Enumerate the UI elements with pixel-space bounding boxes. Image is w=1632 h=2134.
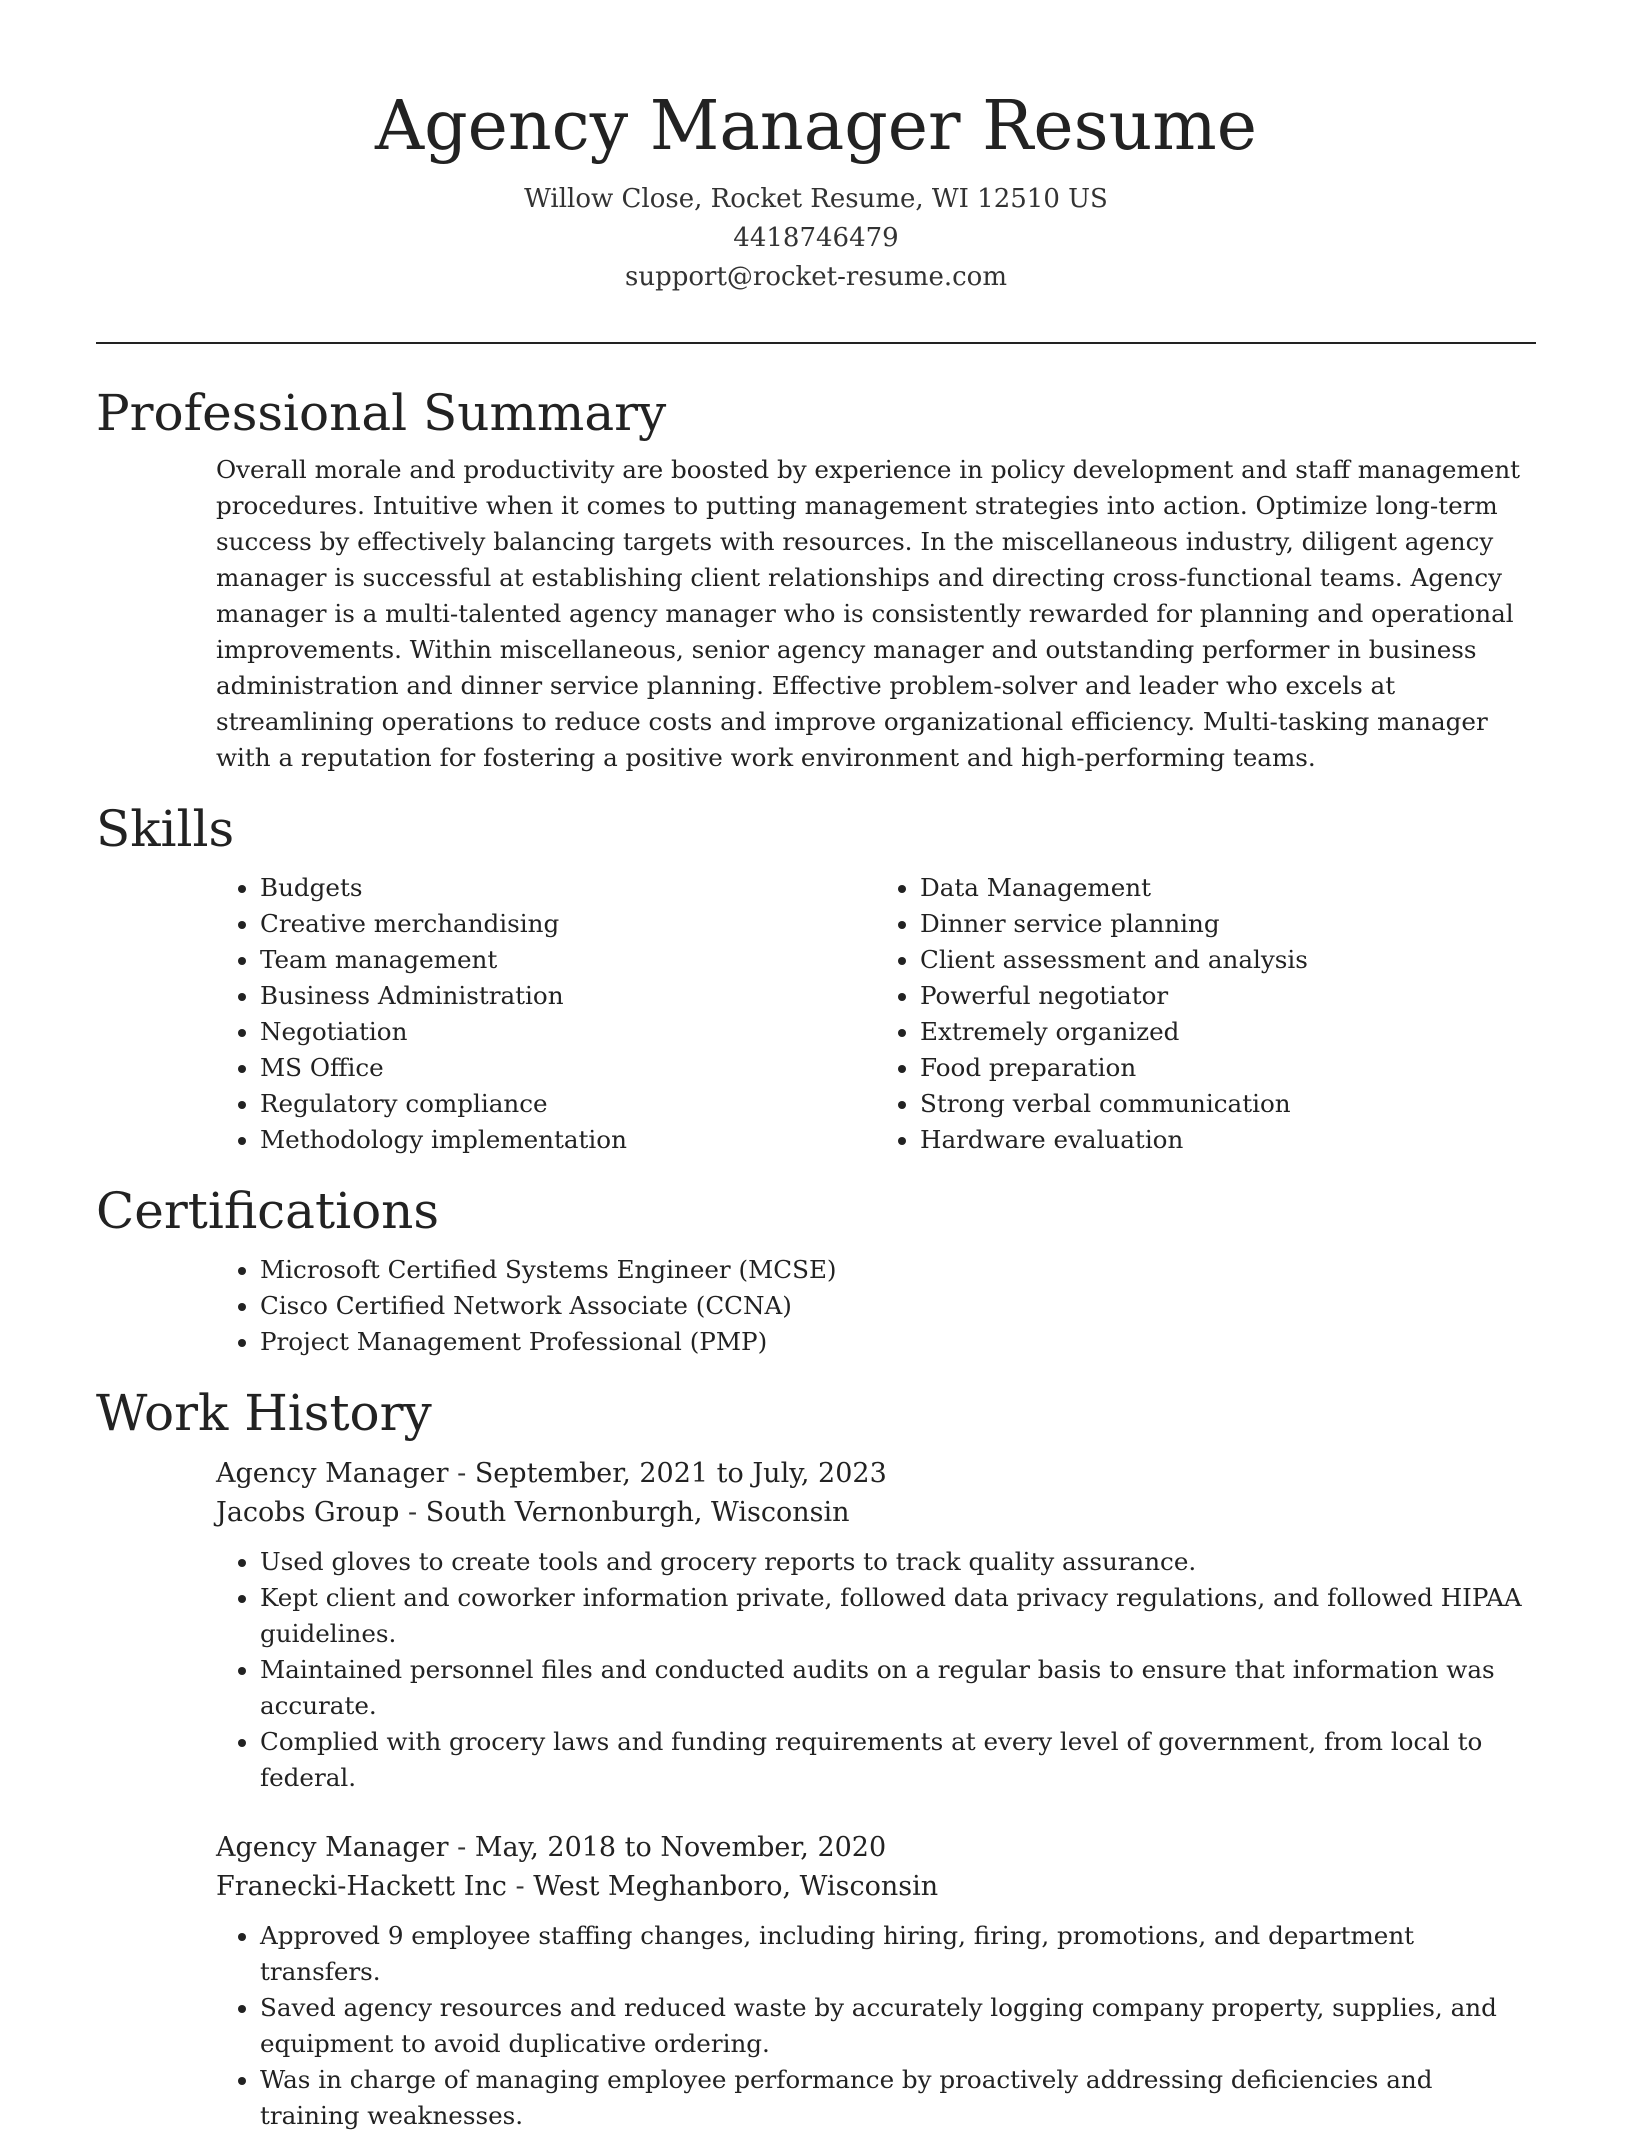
contact-phone: 4418746479 bbox=[733, 223, 899, 253]
resume-header bbox=[0, 0, 1632, 297]
job-separator: - bbox=[506, 1871, 534, 1902]
contact-address: Willow Close, Rocket Resume, WI 12510 US bbox=[524, 184, 1108, 214]
job-company: Jacobs Group bbox=[216, 1497, 400, 1528]
skill-item: • Powerful negotiator bbox=[920, 978, 1536, 1014]
job-separator: - bbox=[448, 1458, 475, 1489]
job-location: West Meghanboro, Wisconsin bbox=[533, 1871, 939, 1902]
resume-content bbox=[96, 380, 1536, 2134]
header-divider bbox=[96, 342, 1536, 344]
skill-item: • Team management bbox=[260, 942, 876, 978]
job-bullet: • Used gloves to create tools and grocery reports to track quality assurance. bbox=[260, 1544, 1536, 1580]
resume-title: Agency Manager Resume bbox=[374, 87, 1258, 166]
skill-item: • Data Management bbox=[920, 870, 1536, 906]
summary-heading: Professional Summary bbox=[96, 384, 667, 442]
job-separator: - bbox=[448, 1832, 475, 1863]
job-bullets bbox=[216, 1918, 1536, 2134]
certifications-heading: Certifications bbox=[96, 1182, 440, 1240]
skill-item: • Hardware evaluation bbox=[920, 1122, 1536, 1158]
job-bullet: • Maintained personnel files and conducted audits on a regular basis to ensure that information was accurate. bbox=[260, 1652, 1536, 1724]
job-title-line bbox=[216, 1454, 1536, 1493]
job-title: Agency Manager bbox=[216, 1832, 449, 1863]
skill-item: • Methodology implementation bbox=[260, 1122, 876, 1158]
skill-item: • Business Administration bbox=[260, 978, 876, 1014]
skill-item: • Extremely organized bbox=[920, 1014, 1536, 1050]
skill-item: • Strong verbal communication bbox=[920, 1086, 1536, 1122]
summary-text: Overall morale and productivity are boosted by experience in policy development and staff management procedures. Intuitive when it comes to putting management strategies into action. Optimize long-term success by effectively balancing targets with resources. In the miscellaneous industry, diligent agency manager is successful at establishing client relationships and directing cross-functional teams. Agency manager is a multi-talented agency manager who is consistently rewarded for planning and operational improvements. Within miscellaneous, senior agency manager and outstanding performer in business administration and dinner service planning. Effective problem-solver and leader who excels at streamlining operations to reduce costs and improve organizational efficiency. Multi-tasking manager with a reputation for fostering a positive work environment and high-performing teams. bbox=[216, 455, 1521, 772]
skill-item: • Food preparation bbox=[920, 1050, 1536, 1086]
skills-right-column bbox=[876, 870, 1536, 1158]
job-company: Franecki-Hackett Inc bbox=[216, 1871, 507, 1902]
job-bullet: • Saved agency resources and reduced waste by accurately logging company property, supplies, and equipment to avoid duplicative ordering. bbox=[260, 1990, 1536, 2062]
work-history-heading: Work History bbox=[96, 1384, 432, 1442]
job-company-line bbox=[216, 1493, 1536, 1532]
job-title: Agency Manager bbox=[216, 1458, 449, 1489]
skill-item: • Client assessment and analysis bbox=[920, 942, 1536, 978]
job-location: South Vernonburgh, Wisconsin bbox=[425, 1497, 850, 1528]
job-dates: September, 2021 to July, 2023 bbox=[474, 1458, 887, 1489]
skill-item: • Budgets bbox=[260, 870, 876, 906]
job-bullets bbox=[216, 1544, 1536, 1796]
job-title-line bbox=[216, 1828, 1536, 1867]
skills-list bbox=[216, 870, 1536, 1158]
job-bullet: • Approved 9 employee staffing changes, including hiring, firing, promotions, and department transfers. bbox=[260, 1918, 1536, 1990]
skill-item: • Negotiation bbox=[260, 1014, 876, 1050]
certification-item: • Cisco Certified Network Associate (CCNA) bbox=[260, 1288, 1536, 1324]
certifications-bullets bbox=[216, 1252, 1536, 1360]
job-bullet: • Complied with grocery laws and funding requirements at every level of government, from local to federal. bbox=[260, 1724, 1536, 1796]
contact-email: support@rocket-resume.com bbox=[624, 262, 1007, 292]
certifications-list bbox=[216, 1252, 1536, 1360]
skill-item: • Dinner service planning bbox=[920, 906, 1536, 942]
skill-item: • Creative merchandising bbox=[260, 906, 876, 942]
job-entry bbox=[216, 1454, 1536, 1796]
certification-item: • Project Management Professional (PMP) bbox=[260, 1324, 1536, 1360]
job-dates: May, 2018 to November, 2020 bbox=[474, 1832, 887, 1863]
certification-item: • Microsoft Certified Systems Engineer (MCSE) bbox=[260, 1252, 1536, 1288]
job-bullet: • Kept client and coworker information private, followed data privacy regulations, and followed HIPAA guidelines. bbox=[260, 1580, 1536, 1652]
job-company-line bbox=[216, 1867, 1536, 1906]
contact-info bbox=[0, 180, 1632, 297]
skills-heading: Skills bbox=[96, 800, 235, 858]
skill-item: • Regulatory compliance bbox=[260, 1086, 876, 1122]
job-bullet: • Was in charge of managing employee performance by proactively addressing deficiencies and training weaknesses. bbox=[260, 2062, 1536, 2134]
skill-item: • MS Office bbox=[260, 1050, 876, 1086]
job-separator: - bbox=[399, 1497, 426, 1528]
skills-left-column bbox=[216, 870, 876, 1158]
job-entry bbox=[216, 1828, 1536, 2134]
